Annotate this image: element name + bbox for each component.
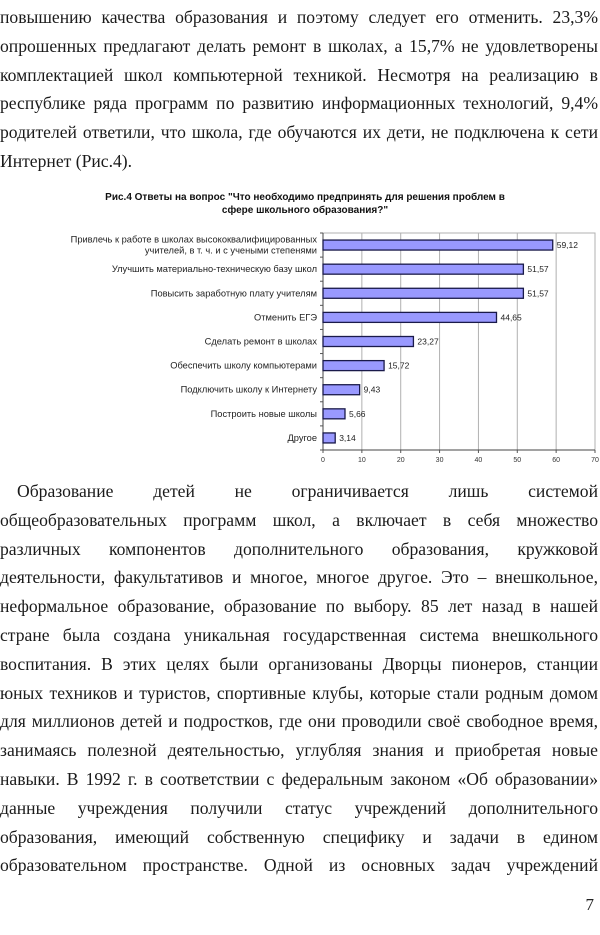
text-line: комплектацией школ компьютерной техникой. Несмотря на реализацию в (0, 64, 598, 85)
category-label: учителей, в т. ч. и с учеными степенями (144, 245, 317, 256)
text-line: навыки. В 1992 г. в соответствии с федеральным законом «Об образовании» (0, 768, 598, 789)
text-line: воспитания. В этих целях были организованы Дворцы пионеров, станции (0, 653, 598, 674)
bar-value-label: 51,57 (527, 288, 549, 299)
category-label: Повысить заработную плату учителям (150, 288, 317, 299)
category-label: Сделать ремонт в школах (204, 336, 317, 347)
bar-value-label: 59,12 (556, 240, 579, 251)
bar-value-label: 5,66 (348, 408, 366, 419)
bar-value-label: 23,27 (417, 336, 439, 347)
bar (323, 409, 345, 419)
x-tick-label: 30 (435, 457, 444, 464)
text-line: образования, имеющий собственную специфику и задачи в едином (0, 826, 598, 847)
bar-value-label: 51,57 (527, 264, 549, 275)
category-label: Подключить школу к Интернету (180, 384, 317, 395)
bar-value-label: 44,65 (500, 312, 522, 323)
bar (323, 361, 384, 371)
bar (323, 288, 523, 298)
figure-title-line-1: Рис.4 Ответы на вопрос "Что необходимо предпринять для решения проблем в (105, 192, 505, 203)
bar (323, 385, 360, 395)
category-label: Улучшить материально-техническую базу школ (111, 264, 317, 275)
x-tick-label: 60 (552, 457, 561, 464)
category-label: Отменить ЕГЭ (254, 312, 317, 323)
chart-x-ticks (321, 450, 599, 464)
x-tick-label: 0 (321, 457, 325, 464)
text-line: для миллионов детей и подростков, где они проводили своё свободное время, (0, 711, 598, 732)
x-tick-label: 20 (396, 457, 405, 464)
x-tick-label: 50 (513, 457, 522, 464)
text-line: Интернет (Рис.4). (0, 150, 133, 171)
text-line: родителей ответили, что школа, где обучаются их дети, не подключена к сети (0, 122, 598, 143)
text-line: данные учреждения получили статус учреждений дополнительного (0, 797, 598, 818)
bar (323, 312, 496, 322)
text-line: образовательном пространстве. Одной из основных задач учреждений (0, 855, 598, 876)
category-label: Другое (287, 432, 317, 443)
text-line: деятельности, факультативов и многое, многое другое. Это – внешкольное, (0, 567, 598, 588)
x-tick-label: 40 (474, 457, 483, 464)
category-label: Привлечь к работе в школах высококвалифицированных (70, 234, 317, 245)
text-line: опрошенных предлагают делать ремонт в школах, а 15,7% не удовлетворены (0, 35, 598, 56)
bar-value-label: 9,43 (363, 384, 381, 395)
text-line: занимаясь полезной деятельностью, углубляя знания и приобретая новые (0, 740, 598, 761)
text-line: республике ряда программ по развитию информационных технологий, 9,4% (0, 93, 598, 114)
text-line: Образование детей не ограничивается лишь системой (17, 481, 598, 501)
text-line: юных техников и туристов, спортивные клубы, которые стали родным домом (0, 682, 598, 703)
bar (323, 264, 523, 274)
chart-category-labels (71, 235, 318, 443)
text-line: неформальное образование, образование по выбору. 85 лет назад в нашей (0, 596, 598, 617)
category-label: Построить новые школы (210, 408, 317, 419)
page-number: 7 (585, 895, 594, 914)
bar-chart (0, 225, 600, 470)
category-label: Обеспечить школу компьютерами (170, 360, 317, 371)
bar (323, 240, 553, 250)
figure-title-line-2: сфере школьного образования?" (221, 205, 389, 216)
text-line: общеобразовательных программ школ, а включает в себя множество (0, 509, 598, 530)
bar (323, 433, 335, 443)
bar-value-label: 3,14 (339, 432, 356, 443)
x-tick-label: 10 (357, 457, 366, 464)
text-line: повышению качества образования и поэтому следует его отменить. 23,3% (0, 7, 598, 27)
figure-title (60, 191, 550, 217)
text-line: стране была создана уникальная государственная система внешкольного (0, 624, 598, 645)
x-tick-label: 70 (591, 457, 599, 464)
bar-value-label: 15,72 (388, 360, 410, 371)
paragraph-2 (0, 477, 598, 880)
text-line: различных компонентов дополнительного образования, кружковой (0, 538, 598, 559)
paragraph-1 (0, 3, 598, 176)
bar (323, 337, 413, 347)
